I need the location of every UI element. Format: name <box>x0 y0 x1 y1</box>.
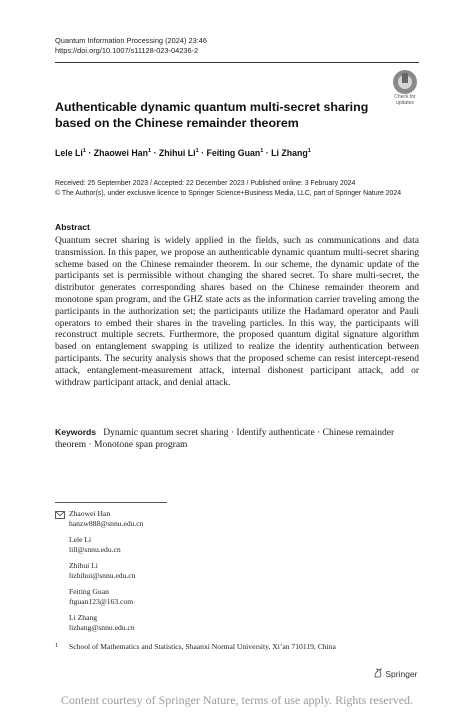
footnote-rule <box>55 502 167 503</box>
check-for-updates-label: Check for updates <box>394 94 416 106</box>
springer-logo[interactable] <box>373 668 418 679</box>
header-rule <box>55 62 419 63</box>
contact-item <box>69 613 143 633</box>
check-for-updates-icon <box>393 70 417 94</box>
abstract-heading: Abstract <box>55 222 90 232</box>
contact-item <box>69 535 143 555</box>
copyright-line: © The Author(s), under exclusive licence to Springer Science+Business Media, LLC, part of Springer Nature 2024 <box>55 190 402 197</box>
keywords-text: Dynamic quantum secret sharing · Identify authenticate · Chinese remainder theorem · Monotone span program <box>55 428 395 450</box>
contact-name: Li Zhang <box>69 613 98 622</box>
contact-item <box>69 561 143 581</box>
author[interactable]: Li Zhang$^1$ <box>271 148 311 158</box>
keywords <box>55 427 419 452</box>
contact-email[interactable]: lizhihui@snnu.edu.cn <box>69 571 136 580</box>
publisher-name: Springer <box>385 669 418 679</box>
article-title: Authenticable dynamic quantum multi-secret sharing based on the Chinese remainder theorem <box>55 100 369 130</box>
author[interactable]: Feiting Guan$^1$ <box>206 148 264 158</box>
journal-header <box>55 36 207 56</box>
contact-name: Zhihui Li <box>69 561 98 570</box>
author[interactable]: Zhihui Li$^1$ <box>158 148 199 158</box>
contact-email[interactable]: hanzw888@snnu.edu.cn <box>69 519 144 528</box>
courtesy-notice: Content courtesy of Springer Nature, terms of use apply. Rights reserved. <box>60 693 414 707</box>
contact-email[interactable]: ftguan123@163.com <box>69 597 134 606</box>
check-for-updates-badge[interactable] <box>392 70 418 104</box>
envelope-icon <box>55 511 65 521</box>
contact-name: Lele Li <box>69 535 92 544</box>
abstract-text: Quantum secret sharing is widely applied in the fields, such as communications and data transmission. In this paper, we propose an authenticable dynamic quantum multi-secret sharing scheme based on the Chinese remainder theorem. In our scheme, the dynamic update of the participants set is permissible without changing the shared secret. To share multi-secret, the distributor generates corresponding shares based on the Chinese remainder theorem and monotone span program, and the GHZ state acts as the information carrier traveling among the participants in the authorization set; the participants utilize the Hadamard operator and Pauli operators to embed their shares in the traveling particles. In this way, the participants will reconstruct multiple secrets. Furthermore, the proposed quantum digital signature algorithm based on entanglement swapping is utilized to realize the identity authentication between participants. The security analysis shows that the proposed scheme can resist intercept-resend attack, entanglement-measurement attack, internal dishonest participant attack, add or withdraw participant attack, and denial attack. <box>55 236 419 388</box>
contact-email[interactable]: lill@snnu.edu.cn <box>69 545 121 554</box>
author[interactable]: Zhaowei Han$^1$ <box>93 148 152 158</box>
author-list: Lele $Li^1$ · Zhaowei Han$^1$ · Zhihui $Li^1$ · Feiting Guan$^1$ · Li Zhang$^1$ <box>55 148 311 158</box>
contact-list <box>69 509 143 639</box>
springer-horse-icon <box>373 668 383 678</box>
contact-item <box>69 587 143 607</box>
journal-citation: Quantum Information Processing (2024) 23:46 <box>55 36 208 45</box>
author[interactable]: Lele Li$^1$ <box>55 148 86 158</box>
doi-link[interactable]: https://doi.org/10.1007/s11128-023-04236-2 <box>55 46 199 55</box>
contact-name: Feiting Guan <box>69 587 109 596</box>
publication-dates <box>55 179 401 199</box>
contact-name: Zhaowei Han <box>69 509 111 518</box>
affiliation <box>55 642 336 651</box>
history-dates: Received: 25 September 2023 / Accepted: 22 December 2023 / Published online: 3 February 2024 <box>55 180 356 187</box>
affiliation-text: School of Mathematics and Statistics, Shaanxi Normal University, Xi’an 710119, China <box>69 642 336 651</box>
contact-email[interactable]: lizhang@snnu.edu.cn <box>69 623 135 632</box>
keywords-label: Keywords <box>55 427 97 437</box>
affiliation-number: 1 <box>55 642 59 649</box>
contact-item <box>69 509 143 529</box>
